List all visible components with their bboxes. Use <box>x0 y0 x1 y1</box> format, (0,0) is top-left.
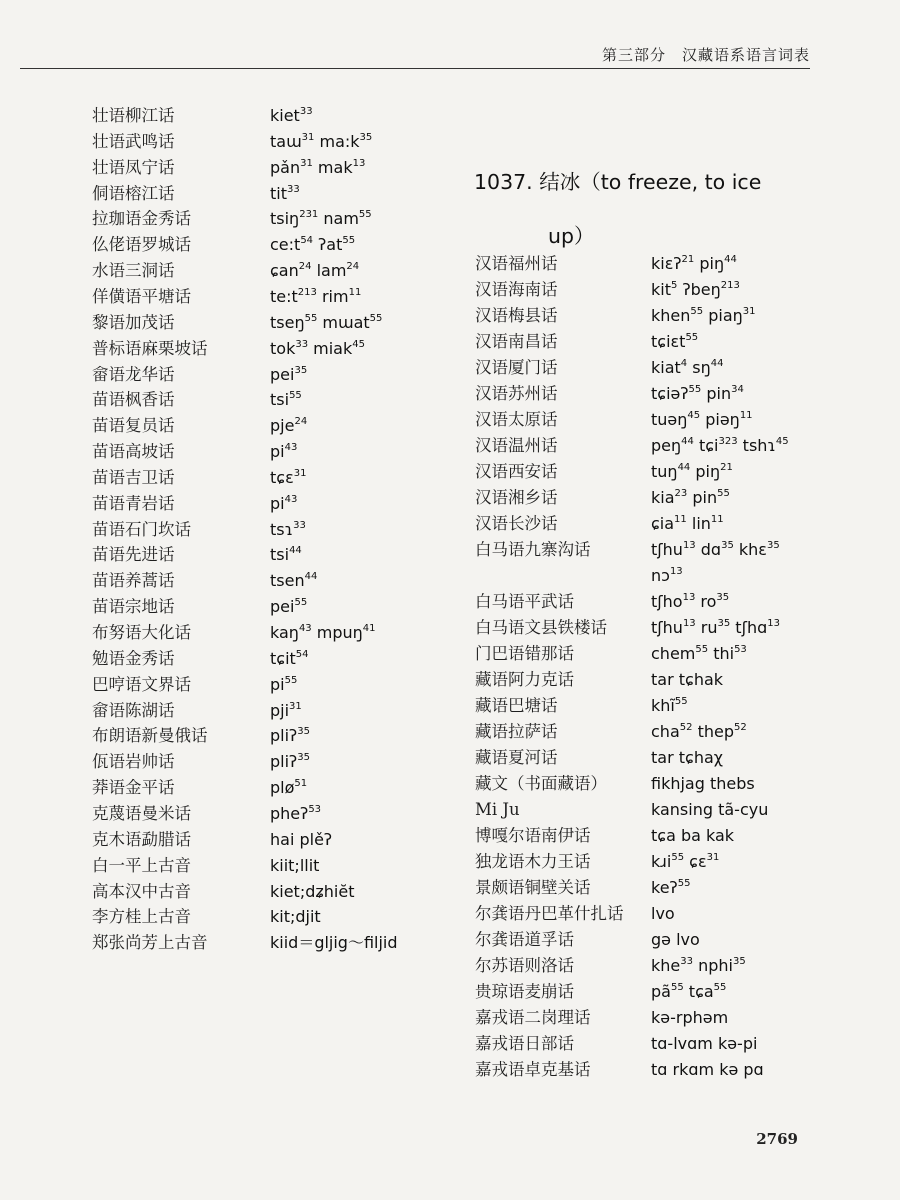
left-dialect-name: 郑张尚芳上古音 <box>92 933 208 953</box>
left-dialect-name: 白一平上古音 <box>92 855 191 875</box>
right-transcription: cha$^{52}$ thep$^{52}$ <box>651 722 747 741</box>
right-dialect-name: 博嘎尔语南伊话 <box>475 826 591 845</box>
left-transcription: pǎn$^{31}$ mak$^{13}$ <box>270 157 366 177</box>
left-transcription: tsiŋ$^{231}$ nam$^{55}$ <box>270 209 372 229</box>
left-transcription: hai plěʔ <box>270 829 333 849</box>
right-dialect-name: 尔龚语道孚话 <box>475 930 574 949</box>
right-transcription: kit$^5$ ʔbeŋ$^{213}$ <box>651 280 740 299</box>
left-transcription: pliʔ$^{35}$ <box>270 752 310 772</box>
right-dialect-name: 藏语拉萨话 <box>475 722 558 741</box>
entry-title-continuation: up） <box>548 224 595 248</box>
right-transcription: nɔ$^{13}$ <box>651 566 683 585</box>
left-dialect-name: 苗语先进话 <box>92 545 175 565</box>
right-dialect-name: 汉语福州话 <box>475 254 558 273</box>
right-transcription: kiat$^4$ $sŋ^{44}$ <box>651 358 724 377</box>
right-transcription: fikhjag thebs <box>651 774 755 793</box>
right-dialect-name: 藏语夏河话 <box>475 748 558 767</box>
right-dialect-name: 景颇语铜壁关话 <box>475 878 591 897</box>
left-transcription: tseŋ$^{55}$ mɯat$^{55}$ <box>270 312 383 332</box>
left-dialect-name: 壮语凤宁话 <box>92 157 175 177</box>
right-dialect-name: 嘉戎语卓克基话 <box>475 1060 591 1079</box>
right-transcription: tar tɕhak <box>651 670 724 689</box>
right-transcription: chem$^{55}$ thi$^{53}$ <box>651 644 747 663</box>
left-dialect-name: 布努语大化话 <box>92 623 191 642</box>
left-transcription: kaŋ$^{43}$ mpuŋ$^{41}$ <box>270 623 376 642</box>
entry-title <box>474 155 814 263</box>
left-dialect-name: 苗语枫香话 <box>92 390 175 410</box>
right-transcription: tʃhu$^{13}$ $ru^{35}$ tʃhɑ$^{13}$ <box>651 618 780 637</box>
right-dialect-name: 藏文（书面藏语） <box>475 774 607 793</box>
left-transcription: tit$^{33}$ <box>270 183 300 203</box>
left-transcription: pei$^{55}$ <box>270 597 308 617</box>
right-transcription: $pã^{55}$ tɕa$^{55}$ <box>651 982 727 1001</box>
left-transcription: taɯ$^{31}$ $ma:k^{35}$ <box>270 131 373 151</box>
right-dialect-name: 尔龚语丹巴革什扎话 <box>475 904 624 923</box>
left-transcription: tsen$^{44}$ <box>270 571 318 591</box>
right-dialect-name: 汉语厦门话 <box>475 358 558 377</box>
left-dialect-name: 仫佬语罗城话 <box>92 235 191 255</box>
left-dialect-name: 巴哼语文界话 <box>92 674 191 694</box>
right-dialect-name: 汉语长沙话 <box>475 514 558 533</box>
left-dialect-name: 苗语养蒿话 <box>92 571 175 591</box>
left-dialect-name: 李方桂上古音 <box>92 907 191 927</box>
right-transcription: tɕiɛt$^{55}$ <box>651 332 699 351</box>
right-dialect-name: 白马语文县铁楼话 <box>475 618 607 637</box>
entry-title-text: 结冰（to freeze, to ice <box>539 170 762 194</box>
left-dialect-name: 壮语柳江话 <box>92 106 175 125</box>
left-dialect-name: 克蔑语曼米话 <box>92 803 191 823</box>
right-transcription: tuəŋ$^{45}$ piəŋ$^{11}$ <box>651 410 753 429</box>
left-transcription: tsi$^{55}$ <box>270 390 302 410</box>
left-dialect-name: 水语三洞话 <box>92 261 175 281</box>
right-dialect-name: 白马语平武话 <box>475 592 574 611</box>
right-transcription: keʔ$^{55}$ <box>651 878 691 897</box>
left-dialect-name: 拉珈语金秀话 <box>92 209 191 229</box>
right-transcription: tɑ rkɑm kə pɑ <box>651 1060 764 1079</box>
left-dialect-name: 高本汉中古音 <box>92 881 191 901</box>
left-dialect-name: 苗语复员话 <box>92 416 175 436</box>
right-dialect-name: 尔苏语则洛话 <box>475 956 574 975</box>
left-transcription: kiet;dʑhiĕt <box>270 881 355 901</box>
running-header: 第三部分 汉藏语系语言词表 <box>601 46 810 64</box>
right-transcription: tʃho$^{13}$ $ro^{35}$ <box>651 592 730 611</box>
left-dialect-name: 克木语勐腊话 <box>92 829 191 849</box>
right-transcription: kiɛʔ$^{21}$ piŋ$^{44}$ <box>651 254 737 273</box>
right-dialect-name: 藏语阿力克话 <box>475 670 574 689</box>
right-dialect-name: 汉语苏州话 <box>475 384 558 403</box>
right-transcription: khen$^{55}$ piaŋ$^{31}$ <box>651 306 756 325</box>
left-dialect-name: 苗语青岩话 <box>92 493 175 513</box>
left-transcription: $ce:t^{54}$ ʔat$^{55}$ <box>270 235 356 255</box>
left-dialect-name: 普标语麻栗坡话 <box>92 338 208 358</box>
left-transcription: pje$^{24}$ <box>270 416 308 436</box>
right-transcription: khe$^{33}$ nphi$^{35}$ <box>651 956 746 975</box>
left-transcription: tsɿ$^{33}$ <box>270 519 306 539</box>
left-dialect-name: 壮语武鸣话 <box>92 131 175 151</box>
left-transcription: tɕit$^{54}$ <box>270 648 309 668</box>
left-dialect-name: 畲语龙华话 <box>92 364 175 384</box>
left-transcription: $pi^{43}$ <box>270 493 298 513</box>
header-rule <box>20 68 810 69</box>
page-number: 2769 <box>756 1130 798 1148</box>
left-dialect-name: 佤语岩帅话 <box>92 752 175 772</box>
right-transcription: tɕa ba kak <box>651 826 735 845</box>
left-dialect-name: 布朗语新曼俄话 <box>92 726 208 746</box>
right-dialect-name: 汉语湘乡话 <box>475 488 558 507</box>
right-dialect-name: 汉语海南话 <box>475 280 558 299</box>
right-transcription: ɕia$^{11}$ lin$^{11}$ <box>651 514 724 533</box>
left-transcription: pei$^{35}$ <box>270 364 308 384</box>
left-dialect-name: 侗语榕江话 <box>92 183 175 203</box>
left-transcription: kiid＝gljig～filjid <box>270 933 398 953</box>
left-transcription: tɕɛ$^{31}$ <box>270 467 307 487</box>
left-transcription: $pi^{43}$ <box>270 442 298 462</box>
right-dialect-name: 门巴语错那话 <box>475 644 574 663</box>
right-transcription: khĩ$^{55}$ <box>651 696 688 715</box>
left-transcription: tsi$^{44}$ <box>270 545 302 565</box>
left-transcription: tok$^{33}$ miak$^{45}$ <box>270 338 365 358</box>
left-dialect-name: 莽语金平话 <box>92 778 175 798</box>
right-dialect-name: 汉语太原话 <box>475 410 558 429</box>
left-dialect-name: 苗语高坡话 <box>92 442 175 462</box>
left-dialect-name: 佯僙语平塘话 <box>92 286 191 306</box>
right-transcription: tɑ-lvɑm kə-pi <box>651 1034 758 1053</box>
left-transcription: kiet$^{33}$ <box>270 106 313 125</box>
right-transcription: tɕiəʔ$^{55}$ pin$^{34}$ <box>651 384 744 403</box>
right-dialect-name: 汉语梅县话 <box>475 306 558 325</box>
left-dialect-name: 勉语金秀话 <box>92 648 175 668</box>
right-dialect-name: Mi Ju <box>475 800 520 819</box>
right-dialect-name: 汉语南昌话 <box>475 332 558 351</box>
right-dialect-name: 嘉戎语二岗理话 <box>475 1008 591 1027</box>
right-transcription: kia$^{23}$ pin$^{55}$ <box>651 488 730 507</box>
right-transcription: peŋ$^{44}$ tɕi$^{323}$ tshɿ$^{45}$ <box>651 436 789 455</box>
right-transcription: kɹi$^{55}$ ɕɛ$^{31}$ <box>651 852 720 871</box>
left-transcription: pheʔ$^{53}$ <box>270 803 322 823</box>
left-transcription: ɕan$^{24}$ lam$^{24}$ <box>270 261 360 281</box>
left-transcription: kiit;llit <box>270 855 320 875</box>
left-transcription: kit;djit <box>270 907 321 927</box>
right-transcription: tar tɕhaχ <box>651 748 723 767</box>
left-transcription: pji$^{31}$ <box>270 700 302 720</box>
right-dialect-name: 汉语温州话 <box>475 436 558 455</box>
entry-number: 1037. <box>474 170 533 194</box>
left-transcription: $pi^{55}$ <box>270 674 298 694</box>
right-transcription: tʃhu$^{13}$ dɑ$^{35}$ khɛ$^{35}$ <box>651 540 780 559</box>
right-transcription: tuŋ$^{44}$ piŋ$^{21}$ <box>651 462 733 481</box>
left-transcription: pliʔ$^{35}$ <box>270 726 310 746</box>
right-dialect-name: 贵琼语麦崩话 <box>475 982 574 1001</box>
left-dialect-name: 苗语宗地话 <box>92 597 175 617</box>
right-dialect-name: 嘉戎语日部话 <box>475 1034 574 1053</box>
right-transcription: lvo <box>651 904 675 923</box>
left-transcription: plø$^{51}$ <box>270 778 308 798</box>
right-transcription: gə lvo <box>651 930 700 949</box>
left-transcription: $te:t^{213}$ rim$^{11}$ <box>270 286 362 306</box>
right-transcription: kansing tã-cyu <box>651 800 769 819</box>
left-dialect-name: 苗语石门坎话 <box>92 519 191 539</box>
right-transcription: kə-rphəm <box>651 1008 729 1027</box>
left-dialect-name: 黎语加茂话 <box>92 312 175 332</box>
right-dialect-name: 藏语巴塘话 <box>475 696 558 715</box>
left-dialect-name: 苗语吉卫话 <box>92 467 175 487</box>
right-dialect-name: 汉语西安话 <box>475 462 558 481</box>
right-dialect-name: 独龙语木力王话 <box>475 852 591 871</box>
right-dialect-name: 白马语九寨沟话 <box>475 540 591 559</box>
left-dialect-name: 畲语陈湖话 <box>92 700 175 720</box>
